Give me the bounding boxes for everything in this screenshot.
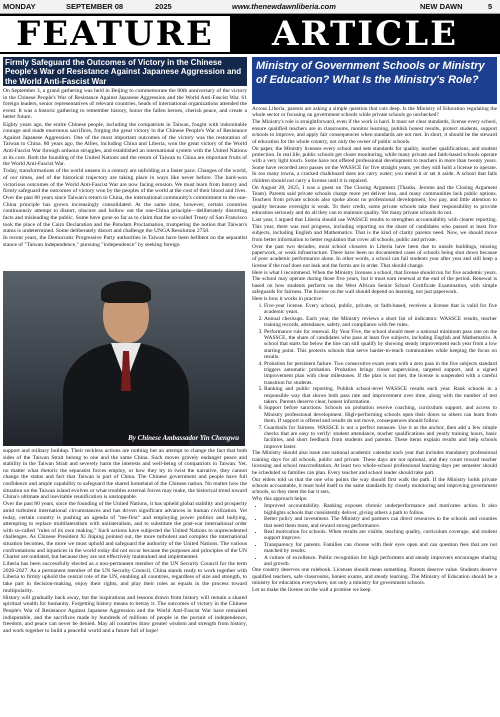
header-page-number: 5 xyxy=(488,2,493,11)
paragraph: Let us make the license on the wall a promise we keep. xyxy=(252,587,372,594)
list-item: • A culture of excellence. Public recognition for high performers and steady improvers encourages sharing and growth. xyxy=(264,555,497,568)
header-date: SEPTEMBER 08 xyxy=(66,2,124,11)
benefits-list xyxy=(252,503,497,567)
paragraph: support and military buildup. Their reckless actions are nothing but an attempt to change the fact that both sides of the Taiwan Strait belong to one and the same China. Such moves gravely endanger peace and stability in the Taiwan Strait and severely harm the interests and well-being of compatriots in Taiwan. Yet, no matter what rhetoric the separatist forces employ, or how they try to twist the narrative, they cannot change the status and fact that Taiwan is part of China. The Chinese government and people have full confidence and ample capability to safeguard the shared homeland of the Chinese nation. No matter how the situation on the Taiwan island evolves or what troubles external forces may make, the historical trend toward China's ultimate and inevitable reunification is unstoppable. xyxy=(3,448,247,501)
paragraph: Why this approach helps: xyxy=(252,496,308,503)
left-article-title: Firmly Safeguard the Outcomes of Victory in the Chinese People's War of Resistance Against Japanese Aggression and the World Anti-Fascist War xyxy=(3,57,247,86)
paragraph: Liberia has been successfully elected as a non-permanent member of the UN Security Council for the term 2026-2027. As a permanent member of the UN Security Council, China stands ready to work together with Liberia to firmly uphold the central role of the UN, enabling all countries, regardless of size and strength, to take part in decision-making, enjoy their rights, and play their roles as equals in the process toward multipolarity. xyxy=(3,561,247,594)
list-item: 4. Probation for persistent failure. Two consecutive exam years with a zero pass in the five subjects standard triggers automatic probation. Probation brings closer supervision, targeted support, and a signed improvement plan with clear milestones. If the plan is not met, the license is suspended with a careful transition for students. xyxy=(264,361,497,387)
paragraph: On paper, the Ministry licenses every school and sets standards for quality, teacher qualifications, and student protection. In real life, public schools get closer monitoring, while many private and faith-based schools operate with a very light touch. Some have not offered professional development to teachers in more than twenty years. Some have recorded zero passes on the WASSCE for five straight years, yet they still hold a license to operate. In too many towns, a cracked chalkboard does not carry water; you mend it or set it aside. A school that fails children should not carry a license until it is repaired. xyxy=(252,145,497,184)
paragraph: Here is how it works in practice: xyxy=(252,295,323,302)
header-paper: NEW DAWN xyxy=(420,2,463,11)
paragraph: On September 3, a grand gathering was held in Beijing to commemorate the 80th anniversary of the victory in the Chinese People's War of Resistance Against Japanese Aggression and the World Anti-Fascist War. 61 foreign leaders, senior representatives of relevant countries, heads of international organizations attended the event. It was a historic gathering to remember history, honor the fallen heroes, cherish peace, and create a better future. xyxy=(3,88,247,121)
list-item: 7. Guardrails for fairness. WASSCE is not a perfect measure. Use it as the anchor, then add a few simple checks that are easy to verify: student attendance, teacher qualifications and yearly training hours, basic facilities, and short feedback from students and parents. These items explain results and help schools improve faster. xyxy=(264,425,497,451)
list-item: • Better policy and investment. The Ministry and partners can direct resources to the schools and counties that need them most, and reward strong performance. xyxy=(264,516,497,529)
right-article-title: Ministry of Government Schools or Ministry of Education? What Is the Ministry's Role? xyxy=(252,57,497,104)
ambassador-photo xyxy=(3,271,245,446)
paragraph: Today, transformations of the world unseen in a century are unfolding at a faster pace. Changes of the world, of our times, and of the historical trajectory are taking place in ways like never before. The hard-won victorious outcomes of the World Anti-Fascist War are now facing erosion. We must learn from history and firmly safeguard the outcomes of victory won by the peoples of the world at the cost of their blood and lives. xyxy=(3,168,247,195)
paragraph: Over the past 80 years, since the founding of the United Nations, it has upheld global stability and prosperity amid turbulent international circumstances and has driven significant advances in human civilization. Yet today, certain country is pushing an agenda of "me-first" and employing power politics and bullying, attempting to replace multilateralism with unilateralism, and to substitute the post-war international order with so-called "rules of its own making." Such actions have subjected the United Nations to unprecedented challenges. As Chinese President Xi Jinping pointed out, the more turbulent and complex the international situation becomes, the more we must uphold and safeguard the authority of the United Nations. The various confrontations and injustices in the world today did not occur because the purposes and principles of the UN Charter are outdated, but because they are not effectively maintained and implemented. xyxy=(3,501,247,561)
list-item: 2. Annual checkups. Each year, the Ministry reviews a short list of indicators: WASSCE results, teacher training records, attendance, safety, and compliance with fee rules. xyxy=(264,316,497,329)
left-article-body-bottom xyxy=(3,448,247,715)
list-item: 3. Performance rule for renewal. By Year Five, the school should meet a national minimum pass rate on the WASSCE, the share of candidates who pass at least five subjects, including English and Mathematics. A school that starts far below the line can still qualify by showing steady improvement each year from a low starting point. This protects schools that serve harder-to-reach communities while keeping the focus on results. xyxy=(264,329,497,361)
right-article-body xyxy=(252,106,497,715)
list-item: 5. Ranking and public reporting. Publish school-level WASSCE results each year. Rank schools in a responsible way that shows both pass rate and improvement over time, along with the number of test takers. Parents deserve clear, honest information. xyxy=(264,386,497,405)
list-item: • Real motivation for schools. When results are visible, teaching quality, curriculum coverage, and student support improve. xyxy=(264,529,497,542)
paragraph: Our elders told us that the one who points the way should first walk the path. If the Ministry holds private schools accountable, it must hold itself to the same standards by closely monitoring and improving government schools, so they meet the bar it sets. xyxy=(252,476,497,496)
header-year: 2025 xyxy=(155,2,172,11)
paragraph: On August 28, 2025, I was a guest on The Closing Argument (Thanks, Jerome and the Closing Argument Team). Parents said private schools charge more yet deliver less, and many communities lack public options. Teachers from private schools also spoke about no professional development, low pay, and little attention to quality because oversight is weak. To their credit, some private schools take their responsibility to provide education seriously and do all they can to maintain quality. Yet many private schools do not. xyxy=(252,184,497,217)
list-item: • Improved accountability. Ranking exposes chronic underperformance and motivates action. It also highlights schools that consistently deliver, giving others a path to follow. xyxy=(264,503,497,516)
paragraph: Last year, I argued that Liberia should use WASSCE results to strengthen accountability with clearer reporting. This year, there was real progress, including reporting on the share of candidates who passed at least five subjects, including English and Mathematics. That is the kind of clarity parents need. Now, we should move from better information to better regulation that cover all schools, public and private. xyxy=(252,217,497,243)
page-header xyxy=(0,0,500,14)
list-item: 6. Support before sanctions. Schools on probation receive coaching, curriculum support, and access to Ministry professional development. High-performing schools open their doors so others can learn from them. If support is offered and results do not move, consequences should follow. xyxy=(264,405,497,424)
paragraph: History will gradually back away, but the inspirations and lessons drawn from history will remain a shared spiritual wealth for humanity. Forgetting history means to betray it. The outcomes of victory in the Chinese People's War of Resistance Against Japanese Aggression and the World Anti-Fascist War have remained indisputable, and the sacrifices made by hundreds of millions of people in the pursuit of independence, freedom, and peace can never be denied. May all countries draw greater wisdom and strength from history, and work together to build a peaceful world and a future full of hope! xyxy=(3,594,247,634)
recommendation-list xyxy=(252,303,497,450)
paragraph: Over the past two decades, most school closures in Liberia have been due to unsafe buildings, missing paperwork, or weak infrastructure. There have been no documented cases of schools being shut down because of poor academic performance alone. In other words, a school can fail students year after year and still keep a license if the roof does not leak and the forms are in order. That should change. xyxy=(252,243,497,269)
list-item: 1. Five-year license. Every school, public, private, or faith-based, receives a license that is valid for five academic years. xyxy=(264,303,497,316)
left-article-body-top xyxy=(3,88,247,270)
banner-article: ARTICLE xyxy=(230,14,500,54)
paragraph: Eighty years ago, the entire Chinese people, including the compatriots in Taiwan, fought with indomitable courage and made enormous sacrifices, forging the great victory in the Chinese People's War of Resistance Against Japanese Aggression. One of the most important outcomes of the victory was the restoration of Taiwan to China. 80 years ago, the Allies, including China and Liberia, won the great victory of the World Anti-Fascist War through arduous struggles, and established an international system with the United Nations at its core. Both the founding of the United Nations and the return of Taiwan to China are important fruits of the World Anti-Fascist War. xyxy=(3,121,247,168)
paragraph: The Ministry's role is straightforward, even if the work is hard. It must set clear standards, license every school, ensure qualified teachers are in classrooms, monitor learning, publish honest results, protect students, support schools to improve, and apply fair consequences when standards are not met. In short, it should be the steward of education for the whole country, not only the owner of public schools. xyxy=(252,119,497,145)
list-item: • Transparency for parents. Families can choose with their eyes open and can question fees that are not matched by results. xyxy=(264,542,497,555)
section-banner xyxy=(0,14,500,54)
header-day: MONDAY xyxy=(3,2,36,11)
header-site[interactable]: www.thenewdawnliberia.com xyxy=(232,2,336,11)
photo-hair xyxy=(101,281,151,303)
paragraph: Here is what I recommend. When the Ministry licenses a school, that license should run for five academic years. The school may operate during those five years, but it must earn renewal at the end of the period. Renewal is based on how students perform on the West African Senior School Certificate Examination, with simple safeguards for fairness. The license on the wall should depend on learning, not just paperwork. xyxy=(252,269,497,295)
paragraph: Across Liberia, parents are asking a simple question that cuts deep. Is the Ministry of Education regulating the whole sector or focusing on government schools while private schools go unchecked? xyxy=(252,106,497,119)
paragraph: The Ministry should also issue one national academic calendar each year that includes mandatory professional training days for all schools, public and private. These days are not optional, and they count toward teacher licensing and school reaccreditation. At least two whole-school professional learning days per semester should be scheduled so families can plan. Every teacher and school leader should take part. xyxy=(252,450,497,476)
banner-feature: FEATURE xyxy=(0,14,230,54)
paragraph: One country deserves one rulebook. Licenses should mean something. Parents deserve value. Students deserve qualified teachers, safe classrooms, honest exams, and steady learning. The Ministry of Education should be a ministry for education everywhere, not only a ministry for government schools. xyxy=(252,567,497,587)
paragraph: In recent years, the Democratic Progressive Party authorities in Taiwan have been hellbent on the separatist stance of "Taiwan independence," pursuing "independence" by seeking foreign xyxy=(3,235,247,249)
paragraph: Over the past 80 years since Taiwan's return to China, the international community's commitment to the one-China principle has grown increasingly consolidated. At the same time, however, certain countries continuously attempt to distort, obscure and hollow out the one-China principle—deliberately distorting facts and misleading the public. Some have gone so far as to claim that the so-called Treaty of San Francisco took the place of the Cairo Declaration and the Potsdam Proclamation, trumpeting the notion that Taiwan's status is undetermined. Some deliberately distort and challenge the UNGA Resolution 2758. xyxy=(3,195,247,235)
photo-caption: By Chinese Ambassador Yin Chengwu xyxy=(128,434,239,442)
